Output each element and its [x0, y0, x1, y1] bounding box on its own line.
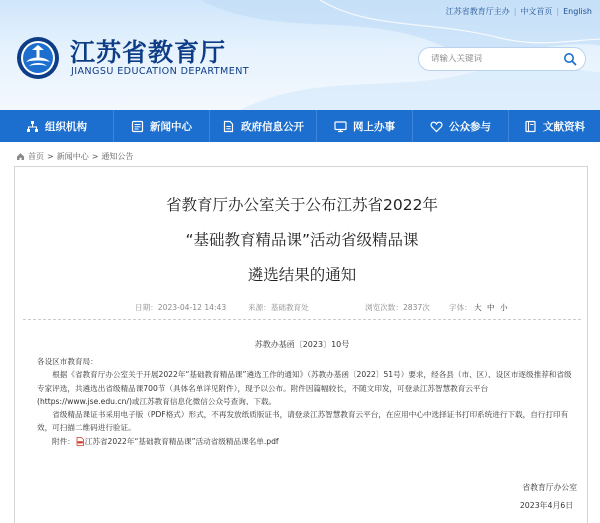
- nav-label: 新闻中心: [150, 120, 192, 133]
- article-source: 来源：基础教育处: [248, 303, 309, 312]
- article-meta: [15, 299, 589, 315]
- nav-label: 网上办事: [353, 120, 395, 133]
- article-date: 日期：2023-04-12 14:43: [135, 303, 227, 312]
- chinese-home-link[interactable]: 中文首页: [520, 7, 553, 16]
- nav-label: 政府信息公开: [241, 120, 304, 133]
- top-links: 江苏省教育厅主办 | 中文首页 | English: [445, 7, 592, 16]
- article-title-line3: 遴选结果的通知: [247, 266, 357, 284]
- nav-item-gov-info[interactable]: [210, 110, 317, 142]
- attachment-line: [37, 435, 577, 448]
- font-size-label: 字体：: [449, 303, 472, 312]
- breadcrumb-notices[interactable]: 通知公告: [101, 152, 134, 161]
- english-link[interactable]: English: [563, 7, 592, 16]
- paragraph-2: 省级精品课证书采用电子版（PDF格式）形式，不再发放纸质版证书，请登录江苏智慧教育云平台，在应用中心中选择证书打印系统进行下载，自行打印有效，可扫描二维码进行验证。: [37, 410, 569, 433]
- home-icon: [16, 152, 25, 161]
- article-views: 浏览次数：2837次: [365, 303, 430, 312]
- nav-item-org[interactable]: [0, 110, 114, 142]
- heart-icon: [430, 120, 443, 133]
- news-icon: [131, 120, 144, 133]
- article-panel: [14, 166, 588, 523]
- breadcrumb-home[interactable]: 首页: [28, 152, 44, 161]
- nav-item-public-participation[interactable]: [413, 110, 509, 142]
- font-size-medium-button[interactable]: 中: [487, 303, 495, 312]
- search-box: [418, 47, 586, 71]
- signature-date: 2023年4月6日: [519, 501, 573, 510]
- monitor-icon: [334, 120, 347, 133]
- nav-label: 组织机构: [45, 120, 87, 133]
- site-subtitle: JIANGSU EDUCATION DEPARTMENT: [71, 66, 250, 77]
- signature: 省教育厅办公室: [522, 483, 577, 492]
- org-icon: [26, 120, 39, 133]
- attachment-label: 附件：: [52, 436, 75, 446]
- nav-item-online-service[interactable]: [317, 110, 413, 142]
- greeting: 各设区市教育局：: [37, 357, 98, 366]
- document-icon: [222, 120, 235, 133]
- article-title-line2: “基础教育精品课”活动省级精品课: [185, 231, 419, 249]
- nav-item-documents[interactable]: [509, 110, 600, 142]
- main-nav: [0, 110, 600, 142]
- search-input[interactable]: [431, 54, 559, 64]
- nav-label: 文献资料: [543, 120, 585, 133]
- nav-label: 公众参与: [449, 120, 491, 133]
- font-size-large-button[interactable]: 大: [474, 303, 482, 312]
- breadcrumb-news[interactable]: 新闻中心: [56, 152, 89, 161]
- site-title: 江苏省教育厅: [70, 38, 227, 67]
- nav-item-news[interactable]: [114, 110, 210, 142]
- paragraph-1: 根据《省教育厅办公室关于开展2022年“基础教育精品课”遴选工作的通知》（苏教办基函〔2022〕51号）要求，经各县（市、区）、设区市逐级推荐和省级专家评选，共遴选出省级精品课700节（具体名单详见附件），现予以公布。附件因篇幅较长，不随文印发，可登录江苏智慧教育云平台(https://www.jse.edu.cn/)或江苏教育信息化微信公众号查询、下载。: [37, 370, 572, 406]
- logo-emblem-icon[interactable]: [16, 36, 60, 80]
- divider: [23, 319, 581, 320]
- font-size-small-button[interactable]: 小: [500, 303, 508, 312]
- site-header: [0, 0, 600, 110]
- host-link[interactable]: 江苏省教育厅主办: [445, 7, 510, 16]
- article-body: [37, 355, 577, 448]
- search-icon[interactable]: [563, 52, 577, 66]
- attachment-link[interactable]: 江苏省2022年“基础教育精品课”活动省级精品课名单.pdf: [84, 436, 279, 446]
- breadcrumb: 首页 > 新闻中心 > 通知公告: [16, 151, 133, 162]
- pdf-icon: [76, 437, 84, 446]
- book-icon: [524, 120, 537, 133]
- article-title-line1: 省教育厅办公室关于公布江苏省2022年: [166, 196, 438, 214]
- document-number: 苏教办基函〔2023〕10号: [254, 340, 350, 349]
